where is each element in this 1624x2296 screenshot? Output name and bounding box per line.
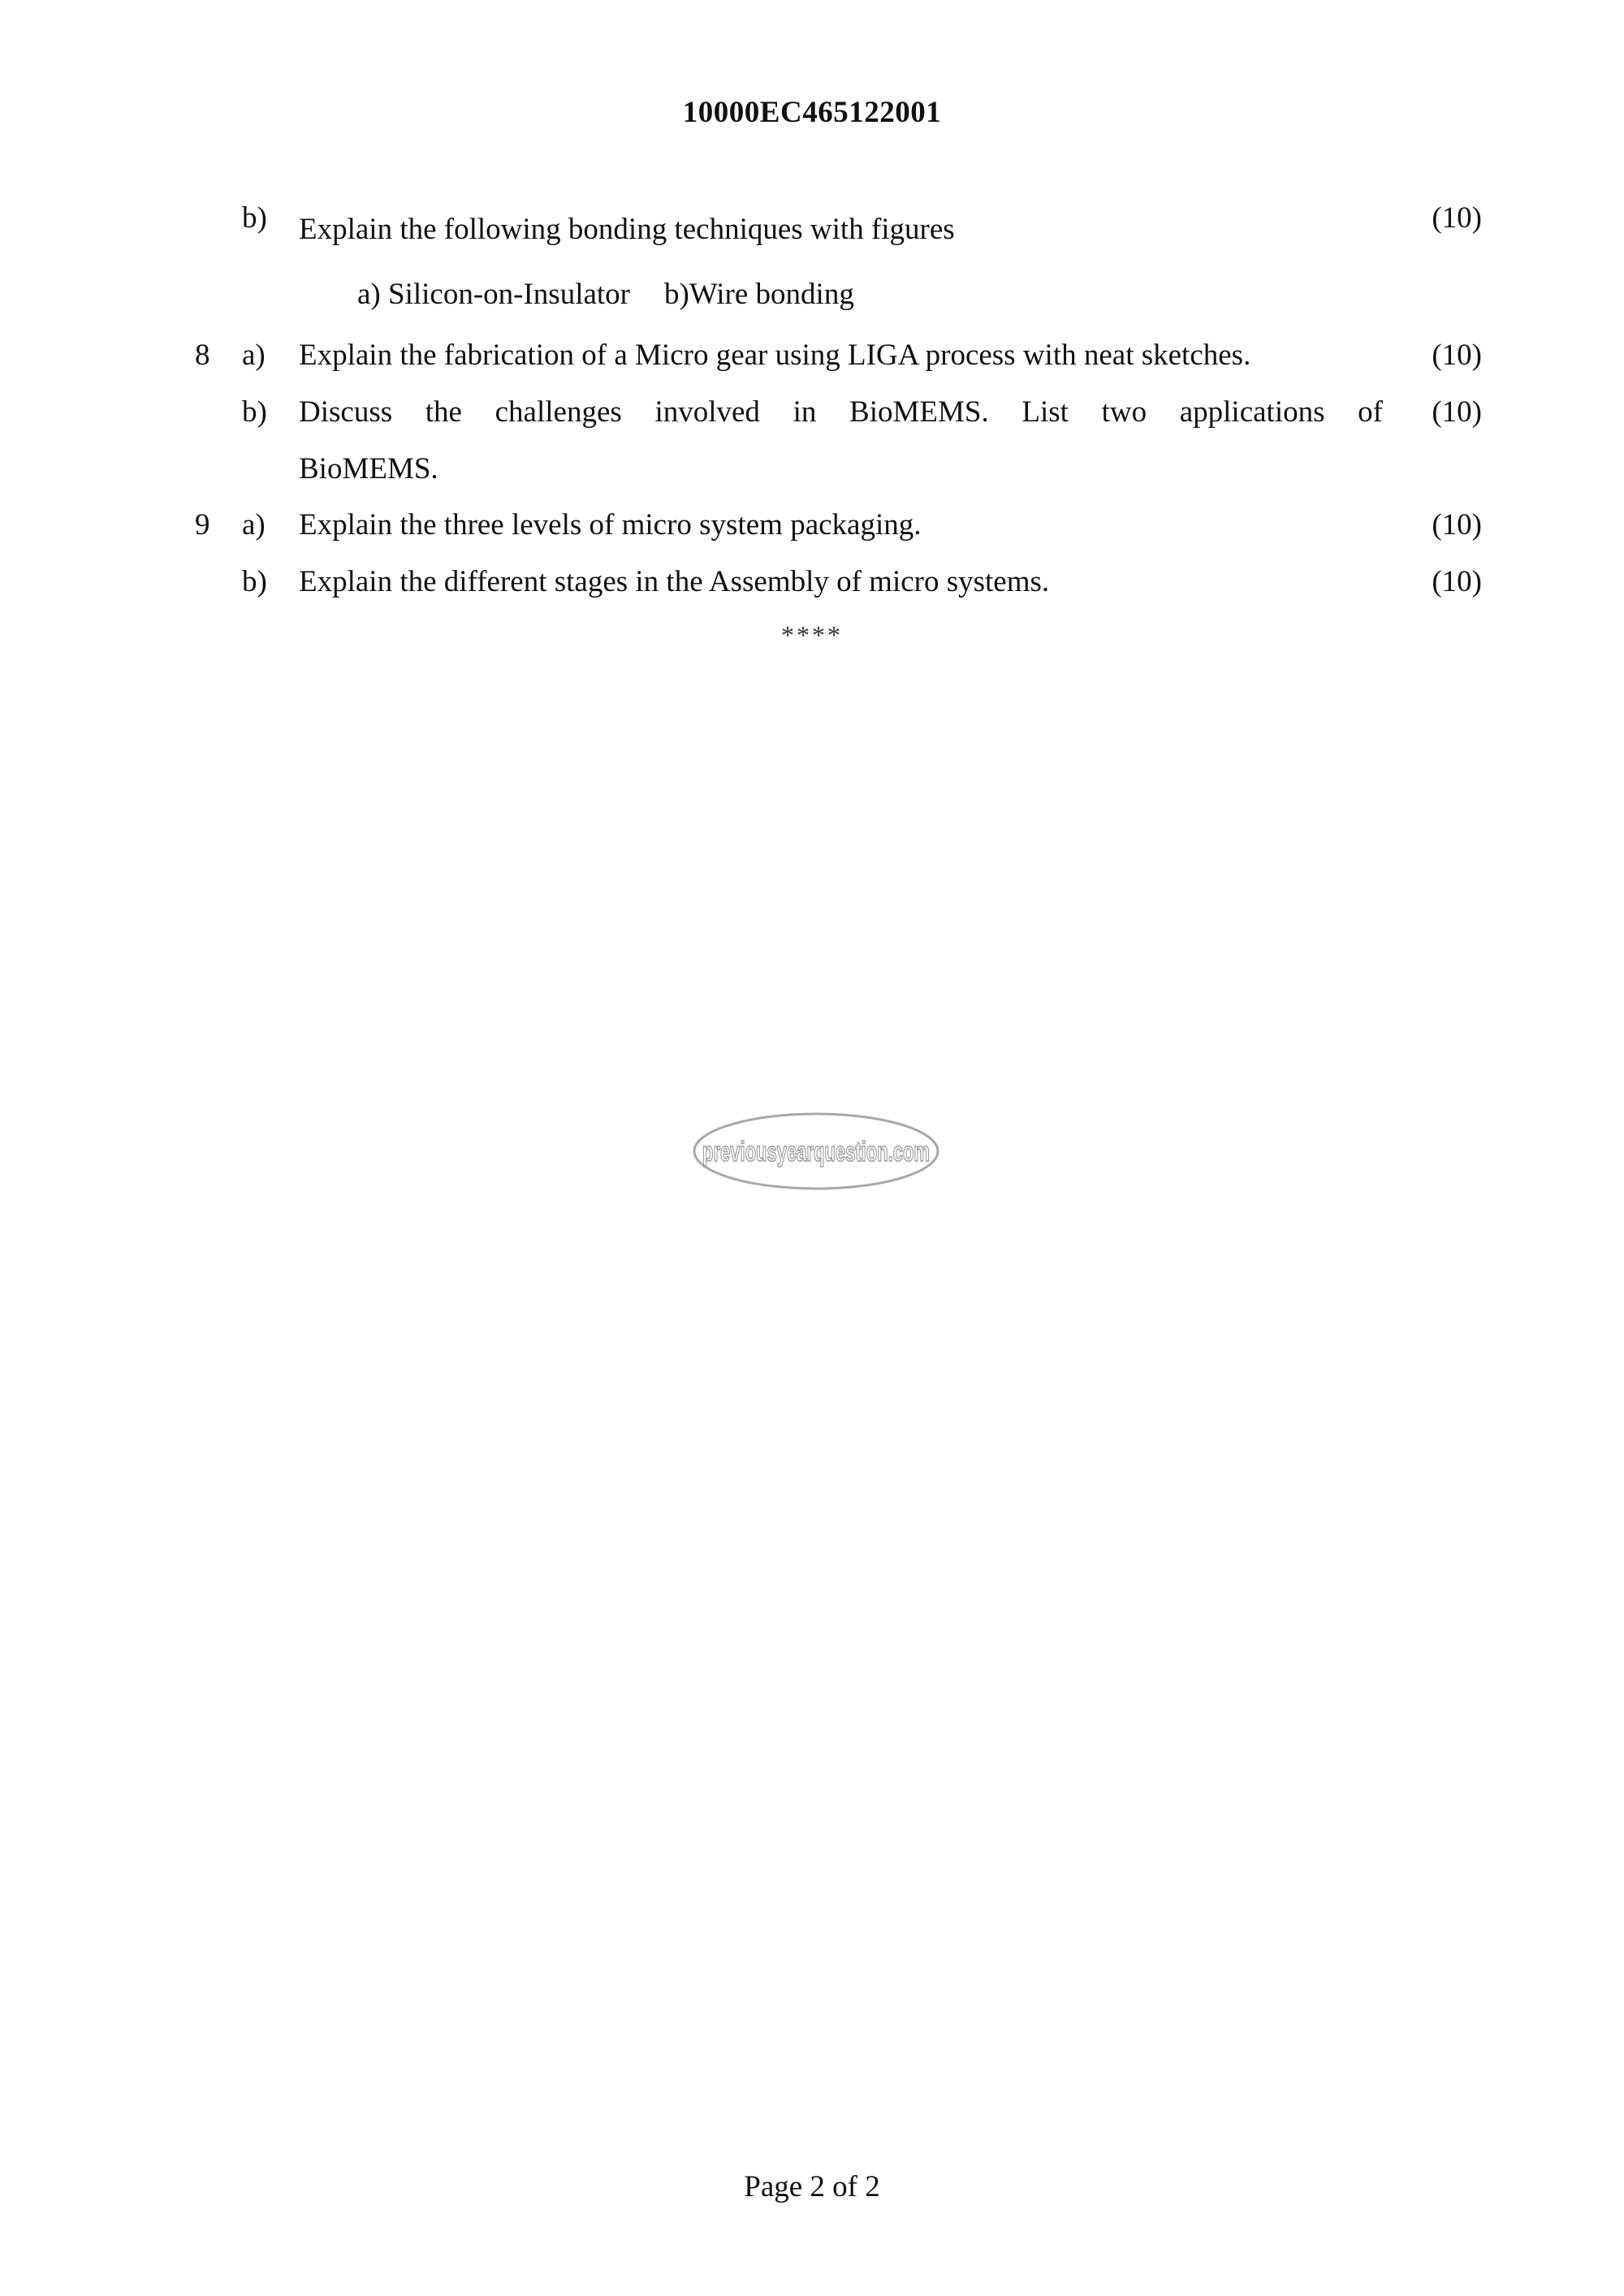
question-marks: (10) — [1432, 395, 1482, 429]
question-marks: (10) — [1432, 565, 1482, 598]
question-part-label: a) — [242, 508, 266, 542]
question-marks: (10) — [1432, 339, 1482, 372]
question-text: Explain the following bonding techniques with figures — [299, 213, 955, 246]
question-part-label: b) — [242, 395, 267, 429]
question-number: 9 — [195, 508, 210, 542]
question-text-line-1: Discuss the challenges involved in BioMEMS. List two applications of — [299, 395, 1383, 429]
question-part-label: a) — [242, 339, 266, 372]
question-number: 8 — [195, 339, 210, 372]
question-text: Explain the fabrication of a Micro gear using LIGA process with neat sketches. — [299, 339, 1251, 372]
end-of-paper-marker: **** — [781, 620, 843, 650]
question-7b — [0, 200, 1624, 248]
page-footer: Page 2 of 2 — [744, 2170, 880, 2203]
question-9b — [0, 563, 1624, 612]
option-soi: a) Silicon-on-Insulator — [357, 278, 630, 311]
question-9a — [0, 507, 1624, 555]
option-wire-bonding: b)Wire bonding — [664, 278, 854, 311]
question-text-line-2: BioMEMS. — [299, 452, 438, 486]
bonding-options — [357, 276, 854, 313]
question-marks: (10) — [1432, 508, 1482, 542]
question-8b-continuation — [0, 451, 1624, 499]
question-8a — [0, 337, 1624, 386]
paper-code: 10000EC465122001 — [682, 96, 942, 129]
watermark-stamp — [690, 1111, 942, 1192]
question-part-label: b) — [242, 565, 267, 598]
question-part-label: b) — [242, 201, 267, 235]
question-8b — [0, 394, 1624, 442]
question-text: Explain the different stages in the Assembly of micro systems. — [299, 565, 1050, 598]
watermark-text: previousyearquestion.com — [702, 1137, 930, 1167]
question-text: Explain the three levels of micro system packaging. — [299, 508, 922, 542]
question-marks: (10) — [1432, 201, 1482, 235]
